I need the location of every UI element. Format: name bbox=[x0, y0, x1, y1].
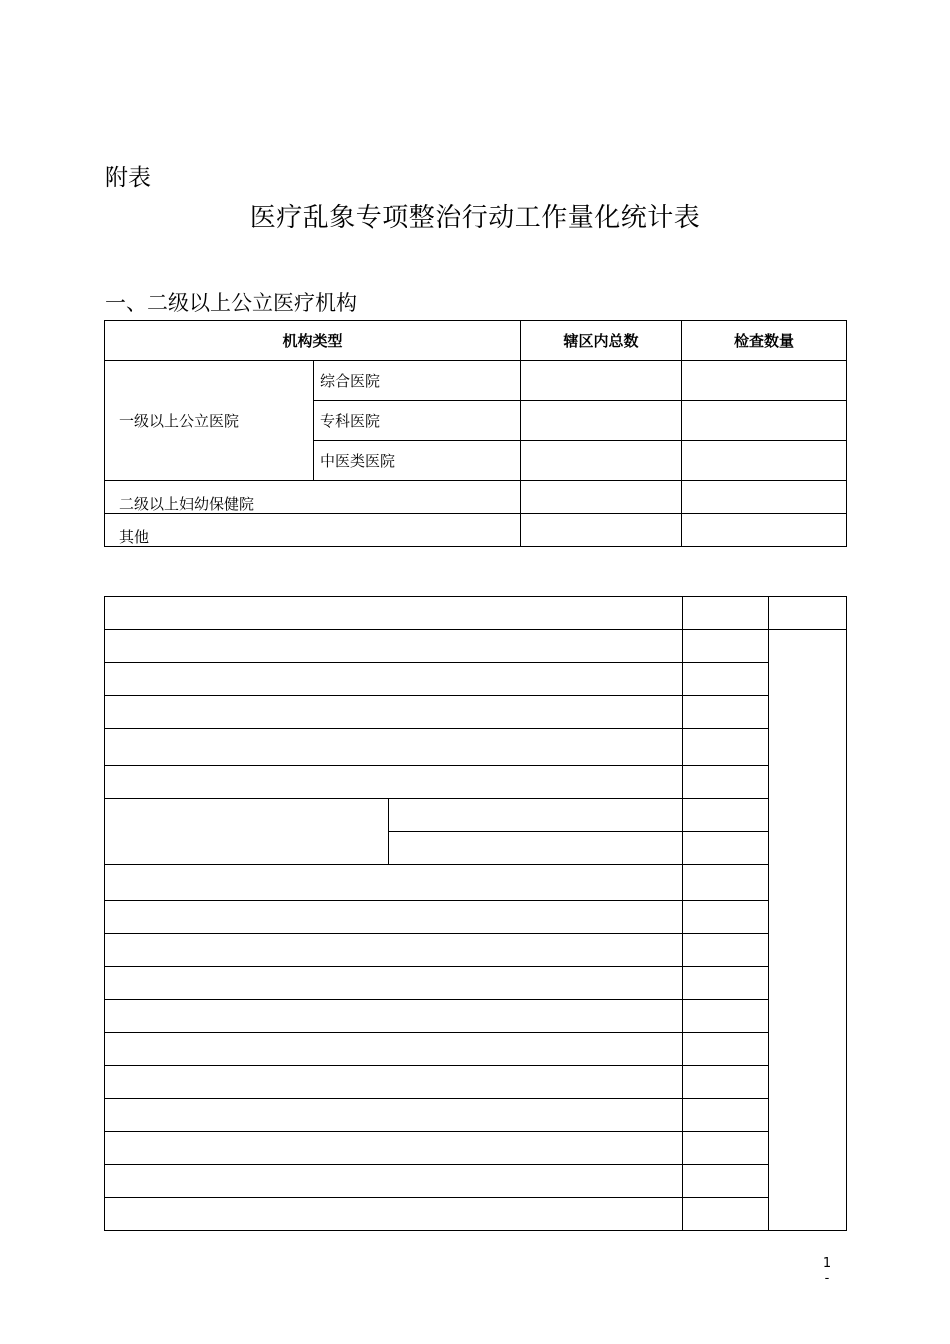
table-row bbox=[105, 1198, 847, 1231]
section-heading: 一、二级以上公立医疗机构 bbox=[105, 291, 357, 315]
table-row bbox=[105, 967, 847, 1000]
blank-cell[interactable] bbox=[105, 729, 683, 766]
other-label: 其他 bbox=[105, 514, 521, 547]
blank-cell[interactable] bbox=[105, 597, 683, 630]
table-row bbox=[105, 865, 847, 901]
blank-cell[interactable] bbox=[105, 967, 683, 1000]
table-row bbox=[105, 1165, 847, 1198]
table-row bbox=[105, 630, 847, 663]
table-row bbox=[105, 1099, 847, 1132]
blank-cell[interactable] bbox=[683, 901, 769, 934]
blank-cell[interactable] bbox=[683, 1066, 769, 1099]
blank-cell[interactable] bbox=[389, 799, 683, 832]
blank-merged-cell[interactable] bbox=[105, 799, 389, 865]
checked-cell[interactable] bbox=[682, 514, 847, 547]
blank-cell[interactable] bbox=[105, 696, 683, 729]
checked-cell[interactable] bbox=[682, 361, 847, 401]
total-cell[interactable] bbox=[521, 401, 682, 441]
blank-cell[interactable] bbox=[683, 1099, 769, 1132]
sub-type-specialty: 专科医院 bbox=[314, 401, 521, 441]
table-row bbox=[105, 1000, 847, 1033]
blank-cell[interactable] bbox=[683, 1165, 769, 1198]
blank-cell[interactable] bbox=[105, 1000, 683, 1033]
header-checked: 检查数量 bbox=[682, 321, 847, 361]
table-row bbox=[105, 1066, 847, 1099]
header-total: 辖区内总数 bbox=[521, 321, 682, 361]
blank-cell[interactable] bbox=[105, 766, 683, 799]
blank-cell[interactable] bbox=[683, 967, 769, 1000]
table-row bbox=[105, 766, 847, 799]
document-title: 医疗乱象专项整治行动工作量化统计表 bbox=[249, 203, 701, 233]
table-row bbox=[105, 597, 847, 630]
table-row bbox=[105, 934, 847, 967]
maternal-child-label: 二级以上妇幼保健院 bbox=[105, 481, 521, 514]
blank-cell[interactable] bbox=[105, 1099, 683, 1132]
sub-type-general: 综合医院 bbox=[314, 361, 521, 401]
blank-merged-cell[interactable] bbox=[769, 630, 847, 1231]
table-row bbox=[105, 696, 847, 729]
blank-cell[interactable] bbox=[683, 832, 769, 865]
checked-cell[interactable] bbox=[682, 441, 847, 481]
page-number-dash: - bbox=[824, 1271, 830, 1286]
table-row bbox=[105, 901, 847, 934]
blank-cell[interactable] bbox=[683, 799, 769, 832]
blank-cell[interactable] bbox=[105, 901, 683, 934]
blank-cell[interactable] bbox=[105, 1165, 683, 1198]
blank-cell[interactable] bbox=[683, 865, 769, 901]
header-institution-type: 机构类型 bbox=[105, 321, 521, 361]
institution-table bbox=[104, 320, 847, 547]
sub-type-tcm: 中医类医院 bbox=[314, 441, 521, 481]
checked-cell[interactable] bbox=[682, 481, 847, 514]
public-hospital-group: 一级以上公立医院 bbox=[105, 361, 314, 481]
blank-cell[interactable] bbox=[769, 597, 847, 630]
total-cell[interactable] bbox=[521, 361, 682, 401]
blank-cell[interactable] bbox=[683, 630, 769, 663]
checked-cell[interactable] bbox=[682, 401, 847, 441]
blank-cell[interactable] bbox=[105, 865, 683, 901]
total-cell[interactable] bbox=[521, 441, 682, 481]
total-cell[interactable] bbox=[521, 514, 682, 547]
table-row bbox=[105, 514, 847, 547]
table-row bbox=[105, 729, 847, 766]
table-row bbox=[105, 361, 847, 401]
table-row bbox=[105, 1033, 847, 1066]
blank-cell[interactable] bbox=[683, 696, 769, 729]
blank-cell[interactable] bbox=[105, 1066, 683, 1099]
blank-cell[interactable] bbox=[105, 934, 683, 967]
blank-statistics-table bbox=[104, 596, 847, 1231]
blank-cell[interactable] bbox=[105, 630, 683, 663]
annex-label: 附表 bbox=[105, 165, 151, 191]
table-row bbox=[105, 663, 847, 696]
blank-cell[interactable] bbox=[105, 1132, 683, 1165]
page-number: 1 bbox=[822, 1256, 832, 1271]
blank-cell[interactable] bbox=[683, 766, 769, 799]
blank-cell[interactable] bbox=[105, 1198, 683, 1231]
total-cell[interactable] bbox=[521, 481, 682, 514]
blank-cell[interactable] bbox=[105, 663, 683, 696]
blank-cell[interactable] bbox=[683, 729, 769, 766]
blank-cell[interactable] bbox=[683, 597, 769, 630]
blank-cell[interactable] bbox=[683, 1198, 769, 1231]
blank-cell[interactable] bbox=[683, 1132, 769, 1165]
table-row bbox=[105, 481, 847, 514]
blank-cell[interactable] bbox=[683, 1033, 769, 1066]
blank-cell[interactable] bbox=[683, 1000, 769, 1033]
blank-cell[interactable] bbox=[105, 1033, 683, 1066]
blank-cell[interactable] bbox=[683, 934, 769, 967]
blank-cell[interactable] bbox=[389, 832, 683, 865]
table-row bbox=[105, 1132, 847, 1165]
blank-cell[interactable] bbox=[683, 663, 769, 696]
table-row bbox=[105, 799, 847, 832]
table-header-row bbox=[105, 321, 847, 361]
